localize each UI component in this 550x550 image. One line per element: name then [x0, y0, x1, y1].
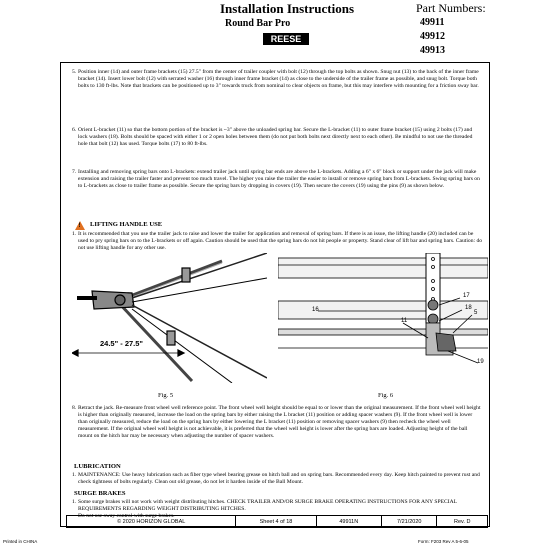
step-5 — [72, 69, 483, 90]
callout-label: 16 — [312, 307, 319, 313]
figure-5-caption: Fig. 5 — [158, 392, 174, 399]
step-text: Some surge brakes will not work with weight distributing hitches. CHECK TRAILER AND/OR SURGE BRAKE OPERATING INSTRUCTIONS FOR ANY SPECIAL REQUIREMENTS REGARDING WEIGHT DISTRIBUTING HITCHES. — [78, 499, 457, 512]
step-text: Installing and removing spring bars onto L-brackets: extend trailer jack until spring bar ends are above the L-brackets. Adding a 6" x 6" block or support under the jack will make extension and raising the trailer faster and prevent too much travel. The higher you raise the trailer the easier to install or remove spring bars from L-brackets. Swing spring bars on to L-brackets as close to trailer frame as possible. Secure the spring bars by dropping in covers (19). Then secure the covers (19) using the pins (9) as shown below. — [78, 169, 480, 189]
callout-label: 19 — [477, 359, 484, 365]
callout-label: 5 — [474, 310, 478, 316]
callout-label: 11 — [401, 318, 408, 324]
step-text: Do not use sway control with surge brakes. — [78, 513, 175, 519]
step-number: 6. — [72, 127, 77, 133]
lifting-step — [72, 231, 483, 252]
sheet-number: Sheet 4 of 18 — [236, 516, 316, 527]
document-number: 49911N — [317, 516, 382, 527]
step-text: Orient L-bracket (11) so that the bottom portion of the bracket is ~3" above the unloaded spring bar. Secure the L-bracket (11) to outer frame bracket (15) using 2 bolts (17) and lock washers (18). Bolts should be spaced with either 1 or 2 open holes between them (do not put both bolts next directly next to each other). Be mindful to not use the threaded hole that bolt (12) has used. Torque bolts (17) to 80 ft-lbs. — [78, 127, 473, 147]
part-number: 49911 — [420, 17, 445, 28]
form-number: Form: F203 Rev A 5-6-05 — [418, 539, 469, 544]
part-numbers-label: Part Numbers: — [416, 1, 486, 15]
lubrication-heading: LUBRICATION — [74, 463, 121, 470]
lubrication-step — [72, 472, 483, 486]
figure-5-illustration — [72, 253, 267, 383]
step-text: MAINTENANCE: Use heavy lubrication such as fiber type wheel bearing grease on hitch ball and on spring bars. Recommended every day. Keep hitch painted to prevent rust and check tightness of bolts regularly. Clean out old grease, do not let it harden inside of the Ball Mount. — [78, 472, 480, 485]
step-text: It is recommended that you use the trailer jack to raise and lower the trailer for application and removal of spring bars. If there is an issue, the lifting handle (20) included can be used to pry spring bars on to the L-brackets or off again. Caution should be used that the spring bars do not hit people or property. Stand clear of lift bar and spring bars. Caution: do not use lifting handle for any other use. — [78, 231, 483, 251]
lifting-handle-heading: LIFTING HANDLE USE — [90, 221, 163, 228]
step-8 — [72, 405, 483, 440]
step-number: 5. — [72, 69, 77, 75]
brand-logo: REESE — [263, 33, 309, 45]
copyright: © 2020 HORIZON GLOBAL — [67, 516, 236, 527]
step-7 — [72, 169, 483, 190]
product-name: Round Bar Pro — [225, 18, 291, 29]
page-title: Installation Instructions — [220, 1, 354, 16]
revision: Rev. D — [454, 518, 471, 525]
callout-label: 17 — [463, 293, 470, 299]
surge-brakes-heading: SURGE BRAKES — [74, 490, 126, 497]
step-number: 1. — [72, 231, 77, 237]
step-6 — [72, 127, 483, 148]
step-text: Retract the jack. Re-measure front wheel well reference point. The front wheel well height should be equal to or lower than the original measurement. If the front wheel well height is higher than originally measured, increase the load on the spring bars by either raising the L bracket (11) position or adding spacer washers (9). If the front wheel well is lower than originally measured, reduce the load on the spring bars by either lowering the L bracket (11) position or removing spacer washers (9) then recheck the wheel well measurement. If the original wheel well height is not achievable, it is preferred that the wheel well height is lower after the spring bars are loaded. Adjusting height of the ball mount on the hitch bar may be necessary when adjusting the number of spacer washers. — [78, 405, 481, 439]
step-number: 1. — [72, 472, 77, 478]
step-number: 1. — [72, 499, 77, 505]
page-footer — [66, 515, 488, 528]
step-number: 7. — [72, 169, 77, 175]
step-text: Position inner (14) and outer frame brackets (15) 27.5" from the center of trailer coupler with bolt (12) through the top bolts as shown. Snug nut (13) to the back of the inner frame bracket (14). Insert lower bolt (12) with serrated washer (16) through inner frame bracket (14) as close to the underside of the trailer frame as possible, and snug bolt. Torque both bolts to 130 ft-lbs. Note that brackets can be positioned up to 3" towards truck from nominal to clear objects on frame, but this may interfere with mounting for a friction sway bar. — [78, 69, 479, 89]
instruction-page: Installation Instructions Round Bar Pro REESE Part Numbers: 49911 49912 49913 5. Position inner (14) and outer frame brackets (15) 27.5" from the center of trailer coupler with bolt (12) through the top bolts as shown. Snug nut (13) to the back of the inner frame bracket (14). Insert lower bolt (12) with serrated washer (16) through inner frame bracket (14) as close to the underside of the trailer frame as possible, and snug bolt. Torque both bolts to 130 ft-lbs. Note that brackets can be positioned up to 3" towards truck from nominal to clear objects on frame, but this may interfere with mounting for a friction sway bar. 6. Orient L-bracket (11) so that the bottom portion of the bracket is ~3" above the unloaded spring bar. Secure the L-bracket (11) to outer frame bracket (15) using 2 bolts (17) and lock washers (18). Bolts should be spaced with either 1 or 2 open holes between them (do not put both bolts next directly next to each other). Be mindful to not use the threaded hole that bolt (12) has used. Torque bolts (17) to 80 ft-lbs. 7. Installing and removing spring bars onto L-brackets: extend trailer jack until spring bar ends are above the L-brackets. Adding a 6" x 6" block or support under the jack will make extension and raising the trailer faster and prevent too much travel. The higher you raise the trailer the easier to install or remove spring bars from L-brackets. Swing spring bars on to L-brackets as close to trailer frame as possible. Secure the spring bars by dropping in covers (19). Then secure the covers (19) using the pins (9) as shown below. ! LIFTING HANDLE USE 1. It is recommended that you use the trailer jack to raise and lower the trailer for application and removal of spring bars. If there is an issue, the lifting handle (20) included can be used to pry spring bars on to the L-brackets or off again. Caution should be used that the spring bars do not hit people or property. Stand clear of lift bar and spring bars. Caution: do not use lifting handle for any other use. 24.5" - 27.5" Fig. 5 17 18 16 11 5 19 Fig. 6 8. Retract the jack. Re-measure front wheel well reference point. The front wheel well height should be equal to or lower than the original measurement. If the front wheel well height is higher than originally measured, increase the load on the spring bars by either raising the L bracket (11) position or adding spacer washers (9). If the front wheel well is lower than originally measured, reduce the load on the spring bars by either lowering the L bracket (11) position or removing spacer washers (9) then recheck the wheel well measurement. If the original wheel well height is not achievable, it is preferred that the wheel well height is lower after the spring bars are loaded. Adjusting height of the ball mount on the hitch bar may be necessary when adjusting the number of spacer washers. LUBRICATION 1. MAINTENANCE: Use heavy lubrication such as fiber type wheel bearing grease on hitch ball and on spring bars. Recommended every day. Keep hitch painted to prevent rust and check tightness of bolts regularly. Clean out old grease, do not let it harden inside of the Ball Mount. SURGE BRAKES 1. Some surge brakes will not work with weight distributing hitches. CHECK TRAILER AND/OR SURGE BRAKE OPERATING INSTRUCTIONS FOR ANY SPECIAL REQUIREMENTS REGARDING WEIGHT DISTRIBUTING HITCHES. Do not use sway control with surge brakes. © 2020 HORIZON GLOBAL Sheet 4 of 18 49911N 7/21/2020 Rev. D Printed in CHINA Form: F203 Rev A 5-6-05 — [60, 0, 490, 545]
step-number: 8. — [72, 405, 77, 411]
figure-6-caption: Fig. 6 — [378, 392, 394, 399]
part-number: 49912 — [420, 31, 445, 42]
dimension-label: 24.5" - 27.5" — [100, 339, 143, 348]
revision-date: 7/21/2020 — [382, 516, 437, 527]
figure-6-illustration — [278, 253, 488, 383]
printed-in: Printed in CHINA — [3, 539, 38, 544]
part-number: 49913 — [420, 45, 445, 56]
callout-label: 18 — [465, 305, 472, 311]
